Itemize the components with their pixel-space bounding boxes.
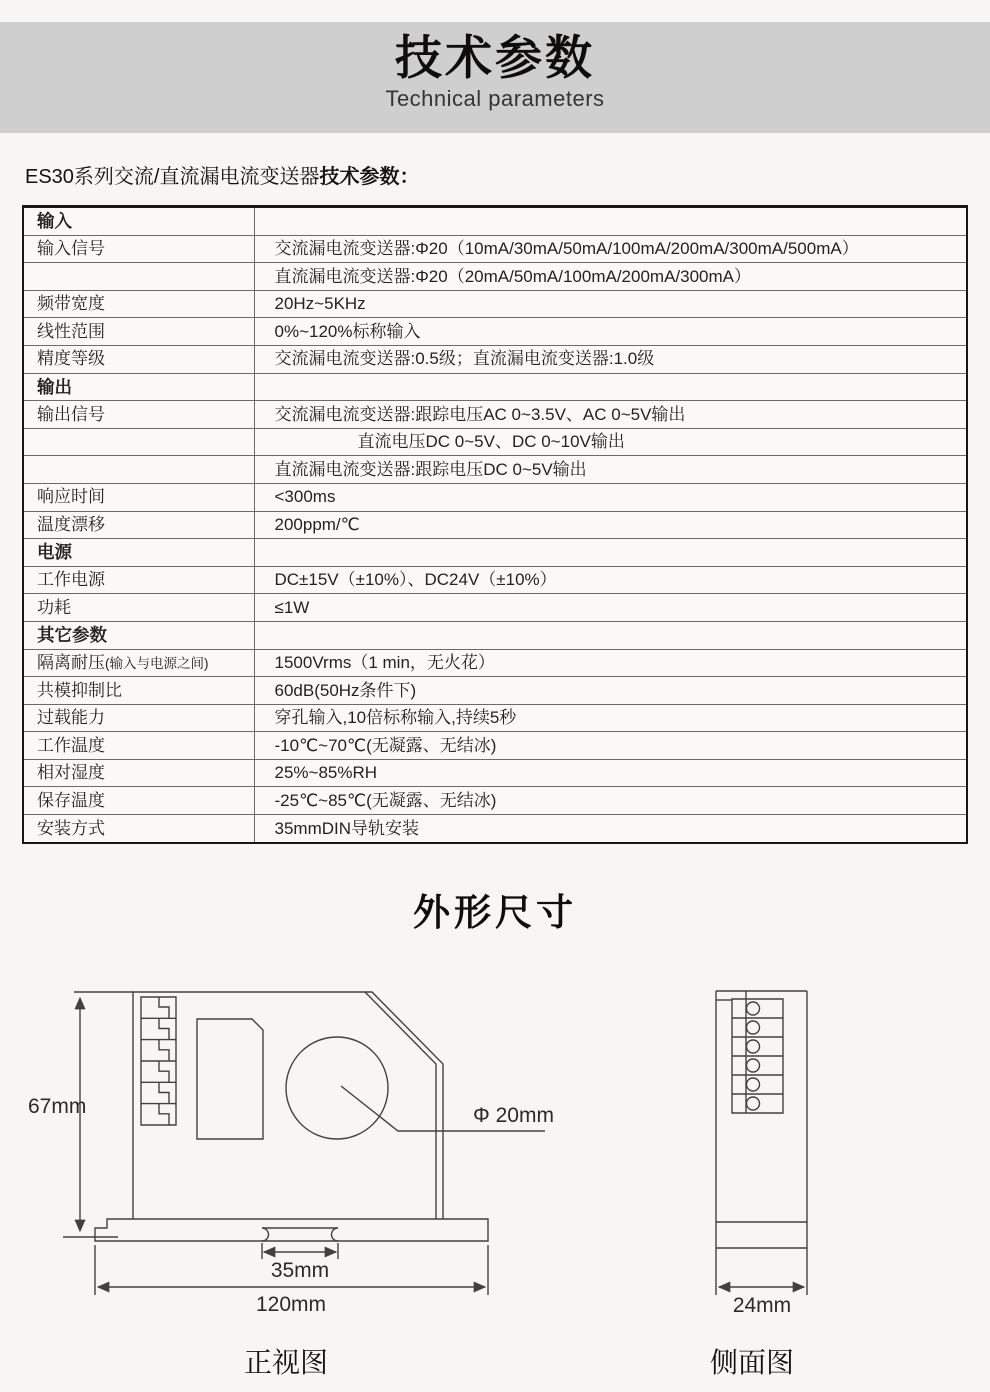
param-value: 1500Vrms（1 min，无火花） xyxy=(254,649,967,677)
dim-height-label: 67mm xyxy=(28,1095,87,1118)
param-label: 输入 xyxy=(23,207,254,236)
page-title: 技术参数 xyxy=(395,31,595,84)
table-row xyxy=(23,235,967,263)
side-view-caption: 侧面图 xyxy=(709,1347,795,1378)
param-value xyxy=(254,621,967,649)
intro-suffix: 技术参数： xyxy=(319,166,420,188)
dim-rail-label: 35mm xyxy=(270,1259,330,1282)
param-label: 温度漂移 xyxy=(23,511,254,539)
outline-drawing xyxy=(0,960,990,1392)
table-row xyxy=(23,345,967,373)
param-value: -10℃~70℃(无凝露、无结冰) xyxy=(254,732,967,760)
table-row xyxy=(23,759,967,787)
param-label: 安装方式 xyxy=(23,815,254,843)
dim-hole-label: Φ 20mm xyxy=(473,1104,554,1127)
header-band xyxy=(0,22,990,133)
param-value xyxy=(254,373,967,401)
table-row xyxy=(23,401,967,429)
param-label: 电源 xyxy=(23,539,254,567)
param-label: 输出信号 xyxy=(23,401,254,429)
param-label: 其它参数 xyxy=(23,621,254,649)
table-row xyxy=(23,732,967,760)
front-view-caption: 正视图 xyxy=(243,1347,329,1378)
param-label xyxy=(23,456,254,484)
table-row xyxy=(23,621,967,649)
param-label: 精度等级 xyxy=(23,345,254,373)
param-value: 200ppm/℃ xyxy=(254,511,967,539)
param-label: 隔离耐压(输入与电源之间) xyxy=(23,649,254,677)
table-row xyxy=(23,290,967,318)
param-label: 工作温度 xyxy=(23,732,254,760)
param-label: 共模抑制比 xyxy=(23,677,254,705)
param-value: ≤1W xyxy=(254,594,967,622)
table-row xyxy=(23,511,967,539)
param-label: 输入信号 xyxy=(23,235,254,263)
param-value: <300ms xyxy=(254,483,967,511)
table-row xyxy=(23,566,967,594)
param-value xyxy=(254,539,967,567)
table-row xyxy=(23,428,967,456)
param-label: 功耗 xyxy=(23,594,254,622)
param-value: 交流漏电流变送器:跟踪电压AC 0~3.5V、AC 0~5V输出 xyxy=(254,401,967,429)
param-value: 交流漏电流变送器:Φ20（10mA/30mA/50mA/100mA/200mA/300mA/500mA） xyxy=(254,235,967,263)
side-view-drawing xyxy=(716,991,807,1295)
table-row xyxy=(23,787,967,815)
table-row xyxy=(23,594,967,622)
param-label: 线性范围 xyxy=(23,318,254,346)
param-label xyxy=(23,428,254,456)
table-row xyxy=(23,483,967,511)
table-row xyxy=(23,263,967,291)
param-value: 35mmDIN导轨安装 xyxy=(254,815,967,843)
page-subtitle: Technical parameters xyxy=(385,85,605,111)
table-row xyxy=(23,649,967,677)
table-row xyxy=(23,704,967,732)
dim-width-label: 120mm xyxy=(255,1293,327,1316)
intro-line xyxy=(25,160,419,189)
param-label: 过载能力 xyxy=(23,704,254,732)
param-value xyxy=(254,207,967,236)
table-row xyxy=(23,456,967,484)
table-row xyxy=(23,318,967,346)
param-value: 穿孔输入,10倍标称输入,持续5秒 xyxy=(254,704,967,732)
front-view-drawing xyxy=(63,992,545,1295)
shape-section-title: 外形尺寸 xyxy=(413,892,577,933)
param-value: 0%~120%标称输入 xyxy=(254,318,967,346)
param-label: 响应时间 xyxy=(23,483,254,511)
dim-depth-label: 24mm xyxy=(732,1294,792,1317)
param-value: 20Hz~5KHz xyxy=(254,290,967,318)
table-row xyxy=(23,539,967,567)
param-label: 工作电源 xyxy=(23,566,254,594)
param-label: 输出 xyxy=(23,373,254,401)
table-row xyxy=(23,373,967,401)
param-value: DC±15V（±10%）、DC24V（±10%） xyxy=(254,566,967,594)
param-label xyxy=(23,263,254,291)
param-value: 交流漏电流变送器:0.5级；直流漏电流变送器:1.0级 xyxy=(254,345,967,373)
param-value: -25℃~85℃(无凝露、无结冰) xyxy=(254,787,967,815)
intro-series: ES30系列交流/直流漏电流变送器 xyxy=(25,166,320,188)
tech-table-body xyxy=(23,207,967,843)
param-label: 保存温度 xyxy=(23,787,254,815)
table-row xyxy=(23,207,967,236)
param-value: 直流漏电流变送器:跟踪电压DC 0~5V输出 xyxy=(254,456,967,484)
table-row xyxy=(23,815,967,843)
param-label: 频带宽度 xyxy=(23,290,254,318)
param-label: 相对湿度 xyxy=(23,759,254,787)
param-value: 25%~85%RH xyxy=(254,759,967,787)
param-value: 直流漏电流变送器:Φ20（20mA/50mA/100mA/200mA/300mA） xyxy=(254,263,967,291)
param-value: 60dB(50Hz条件下) xyxy=(254,677,967,705)
param-value: 直流电压DC 0~5V、DC 0~10V输出 xyxy=(254,428,967,456)
table-row xyxy=(23,677,967,705)
tech-parameters-table xyxy=(22,205,968,844)
